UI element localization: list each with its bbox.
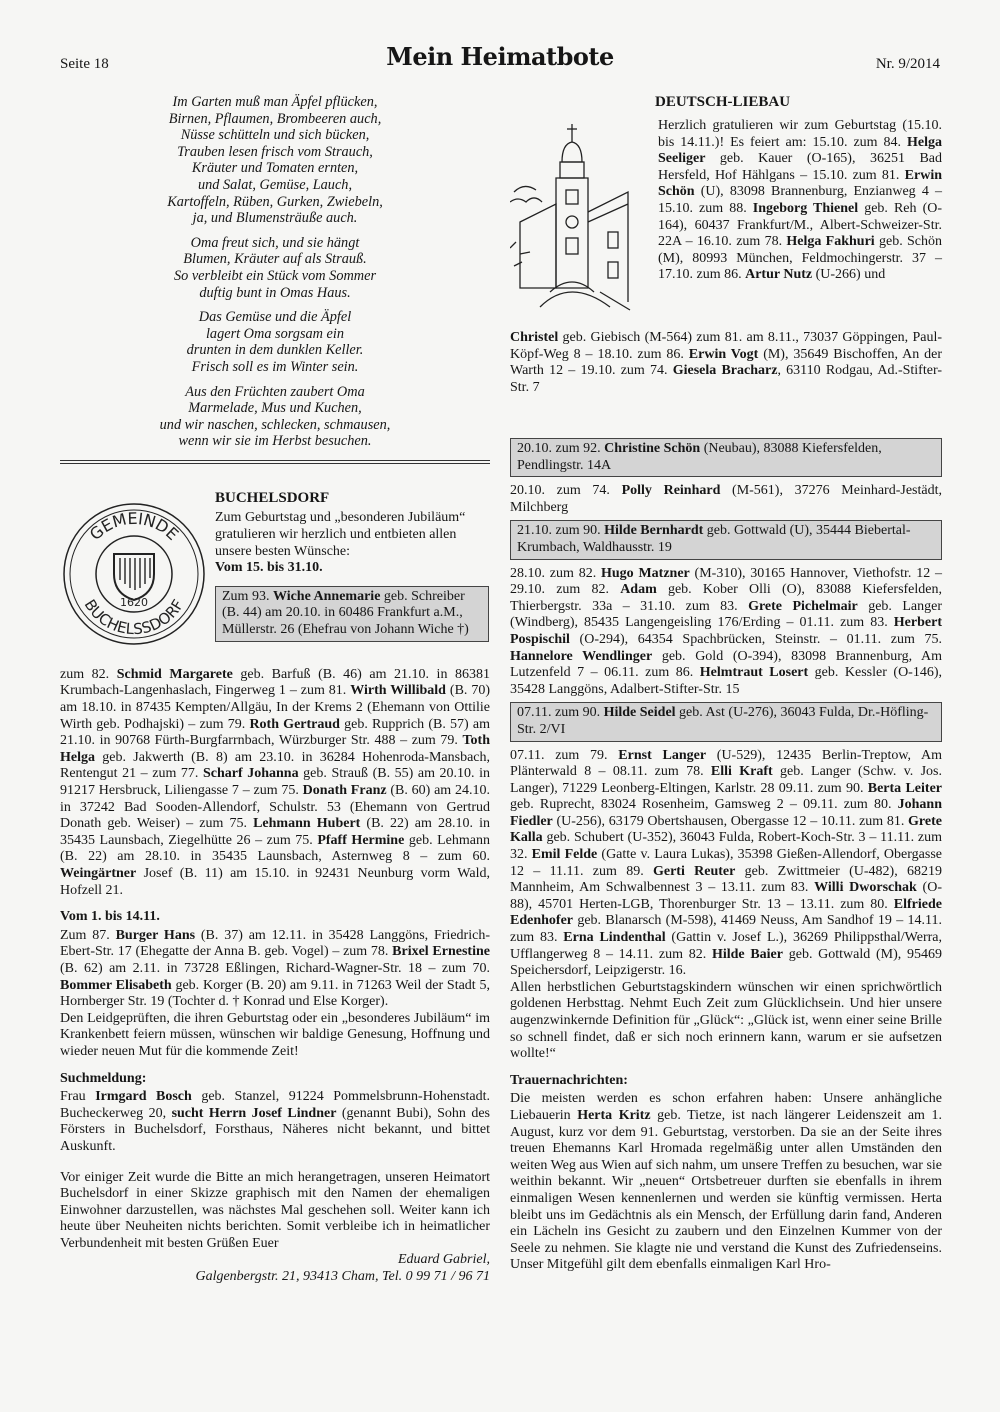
entry-text: geb. Rupprich (B. 57) am 21.10. in 90768 Fürth-Burgfarrnbach, Würzburger Str. 488 – zum 79. xyxy=(60,716,490,749)
person-name: Helga Seeliger xyxy=(658,134,942,167)
person-name: Burger Hans xyxy=(115,927,196,943)
entry-text: (M), 35649 Bischoffen, An der Warth 12 – 19.10. zum 74. xyxy=(510,346,942,379)
person-name: Elfriede Edenhofer xyxy=(510,896,942,929)
entry-text: geb. Lehmann (B. 22) am 28.10. in 35435 Launsbach, Asternweg 8 – zum 60. xyxy=(60,832,490,865)
person-name: Weingärtner xyxy=(60,866,137,881)
buchelsdorf-greeting: Zum Geburtstag und „besonderen Jubiläum“ gratulieren wir herzlich und entbieten allen unsere besten Wünsche: xyxy=(215,510,466,559)
seal-year: 1620 xyxy=(120,595,148,609)
entry-text: (O-88), 45701 Herten-LGB, Thorenburger Str. 13 – 13.11. zum 80. xyxy=(510,880,942,912)
entry-text: Zum 87. xyxy=(60,927,116,943)
entry-text: geb. Stanzel, 91224 Pommelsbrunn-Hohenstadt. Bucheckerweg 20, xyxy=(60,1089,490,1121)
right-column xyxy=(510,94,942,1274)
entry-text: geb. Tietze, ist nach längerer Leidenszeit am 1. August, kurz vor dem 91. Geburtstag, verstorben. Da sie an der Seite ihres treuen Ehemanns Karl Hromada regelmäßig unter allen Umständen den weiten Weg aus Wien auf sich nahm, um unsere Treffen zu besuchen, war sie weithin bekannt. Wir „neuen“ Ortsbetreuer durften sie ebenfalls in ihrem einmaligen Wesen kennenlernen und werden sie künftig vermissen. Herta bleibt uns im Gedächtnis als ein Mensch, der Erfüllung darin fand, Anderen ein Lächeln ins Gesicht zu zaubern und den Einzelnen Kummer von der Seele zu nehmen. Sie klagte nie und verstand die Kunst des Zufriedenseins. Unser Mitgefühl gilt dem ebenfalls einmaligen Karl Hro- xyxy=(510,1107,942,1273)
person-name: Erwin Schön xyxy=(658,167,942,200)
entry-text: geb. Strauß (B. 55) am 20.10. in 91217 Hersbruck, Liliengasse 7 – zum 75. xyxy=(60,766,490,799)
person-name: Artur Nutz xyxy=(745,267,813,283)
entry-text: , 63110 Rodgau, Ad.-Stifter-Str. 7 xyxy=(510,363,942,395)
entry-text: geb. Langer (Windberg), 85435 Langengeisling 176/Erding – 01.11. zum 83. xyxy=(510,598,942,631)
poem-line: Blumen, Kräuter auf als Strauß. xyxy=(183,251,367,268)
person-name: Emil Felde xyxy=(531,847,598,863)
birthday-list xyxy=(510,483,942,516)
highlight-box: 07.11. zum 90. Hilde Seidel geb. Ast (U-276), 36043 Fulda, Dr.-Höfling-Str. 2/VI xyxy=(510,702,942,741)
poem-line: Oma freut sich, und sie hängt xyxy=(190,234,360,251)
poem-line: wenn wir sie im Herbst besuchen. xyxy=(178,433,372,450)
highlight-box: Zum 93. Wiche Annemarie geb. Schreiber (B. 44) am 20.10. in 60486 Frankfurt a.M., Müllerstr. 26 (Ehefrau von Johann Wiche †) xyxy=(215,586,489,642)
person-name: Hannelore Wendlinger xyxy=(510,648,653,664)
poem-line: Nüsse schütteln und sich bücken, xyxy=(180,127,370,144)
svg-text:GEMEINDE xyxy=(86,509,182,544)
highlight-box: 20.10. zum 92. Christine Schön (Neubau), 83088 Kiefersfelden, Pendlingstr. 14A xyxy=(510,438,942,477)
person-name: Berta Leiter xyxy=(867,780,942,796)
seal-top-text: GEMEINDE xyxy=(85,508,183,544)
birthday-list xyxy=(60,667,490,899)
person-name: Herbert Pospischil xyxy=(510,615,942,647)
person-name: Adam xyxy=(620,582,657,598)
entry-text: (U-256), 63179 Obertshausen, Obergasse 12 – 10.11. zum 81. xyxy=(552,813,909,829)
person-name: Helmtraut Losert xyxy=(699,665,809,681)
entry-text: (B. 22) am 28.10. in 35435 Launsbach, Ziegelhütte 26 – zum 75. xyxy=(60,816,491,848)
person-name: Schmid Margarete xyxy=(116,666,233,682)
buchelsdorf-header xyxy=(60,472,490,667)
person-name: Grete Pichelmair xyxy=(748,598,858,614)
issue-number: Nr. 9/2014 xyxy=(875,56,940,72)
page-number: Seite 18 xyxy=(60,56,109,72)
birthday-wishes: Allen herbstlichen Geburtstagskindern wünschen wir einen sprichwörtlich goldenen Herbsttag. Nehmt Euch Zeit zum Glücklichsein. Und hier unsere augenzwinkernde Definition für „Glück“: „Glück ist, wenn einer seine Brille so schnell findet, daß er sich noch erinnern kann, warum er sie aufsetzen wollte!“ xyxy=(510,979,942,1062)
closing-text: Vor einiger Zeit wurde die Bitte an mich herangetragen, unseren Heimatort Buchelsdorf in einer Skizze graphisch mit den Namen der ehemaligen Einwohner darzustellen, was nächstes Mal geschehen soll. Weiter kann ich heute über Neuheiten nichts berichten. Somit verbleibe ich in heimatlicher Verbundenheit mit besten Grüßen Euer xyxy=(60,1169,490,1251)
poem-line: Das Gemüse und die Äpfel xyxy=(198,309,352,326)
section-title-buchelsdorf: BUCHELSDORF xyxy=(215,489,330,506)
person-name: Grete Kalla xyxy=(510,813,942,846)
entry-text: Herzlich gratulieren wir zum Geburtstag (15.10. bis 14.11.)! Es feiert am: 15.10. zum 84. xyxy=(658,118,942,150)
person-name: sucht Herrn Josef Lindner xyxy=(171,1105,337,1121)
person-name: Roth Gertraud xyxy=(249,716,340,732)
poem-line: ja, und Blumensträuße auch. xyxy=(192,210,358,227)
poem-line: Trauben lesen frisch vom Strauch, xyxy=(177,143,373,160)
person-name: Ernst Langer xyxy=(618,747,707,763)
person-name: Hugo Matzner xyxy=(600,565,690,581)
sick-wishes: Den Leidgeprüften, die ihren Geburtstag oder ein „besonderes Jubiläum“ im Krankenbett feiern müssen, wünschen wir baldige Genesung, Hoffnung und wieder neuen Mut für die kommende Zeit! xyxy=(60,1010,490,1059)
poem-stanza xyxy=(60,235,490,301)
section-title-deutschliebau: DEUTSCH-LIEBAU xyxy=(655,94,791,110)
person-name: Herta Kritz xyxy=(577,1107,651,1123)
poem-line: Kartoffeln, Rüben, Gurken, Zwiebeln, xyxy=(167,193,383,210)
entry-text: (B. 62) am 2.11. in 73728 Eßlingen, Richard-Wagner-Str. 18 – zum 70. xyxy=(60,960,490,976)
entry-text: geb. Giebisch (M-564) zum 81. am 8.11., 73037 Göppingen, Paul-Köpf-Weg 8 – 18.10. zum 86. xyxy=(510,330,942,362)
divider xyxy=(60,460,490,461)
person-name: Scharf Johanna xyxy=(203,766,299,782)
church-tower-icon xyxy=(510,122,650,312)
entry-text: Josef (B. 11) am 15.10. in 92431 Neunburg vorm Wald, Hofzell 21. xyxy=(60,866,490,898)
poem-line: Frisch soll es im Winter sein. xyxy=(191,358,359,375)
entry-text: geb. Kober Olli (O), 83088 Kiefersfelden, Thierbergstr. 33a – 31.10. zum 83. xyxy=(510,582,942,614)
buchelsdorf-intro xyxy=(215,490,490,577)
person-name: Erwin Vogt xyxy=(688,346,759,362)
entry-text: geb. Schubert (U-352), 36043 Fulda, Robert-Koch-Str. 3 – 11.11. zum 32. xyxy=(510,830,942,863)
signature-address: Galgenbergstr. 21, 93413 Cham, Tel. 0 99 71 / 96 71 xyxy=(195,1269,490,1285)
poem-line: drunten in dem dunklen Keller. xyxy=(186,342,364,359)
birthday-list xyxy=(510,566,942,699)
entry-text: (U-529), 12435 Berlin-Treptow, Am Plänterwald 8 – 08.11. zum 78. xyxy=(510,747,942,780)
entry-text: geb. Langer (Schw. v. Jos. Langer), 71229 Leonberg-Eltingen, Karlstr. 28 09.11. zum 90. xyxy=(510,764,942,796)
birthday-list xyxy=(60,928,490,1011)
entry-text: geb. Blanarsch (M-598), 41469 Neuss, Am Sandhof 19 – 14.11. zum 83. xyxy=(510,913,942,946)
poem xyxy=(60,94,490,450)
entry-text: (Gatte v. Laura Lukas), 35398 Gießen-Allendorf, Obergasse 12 – 11.11. zum 89. xyxy=(510,847,942,879)
entry-text: Die meisten werden es schon erfahren haben: Unsere anhängliche Liebauerin xyxy=(510,1091,942,1123)
entry-text: geb. Schön (M), 80993 München, Feldmochingerstr. 37 – 17.10. zum 86. xyxy=(658,234,942,283)
poem-stanza xyxy=(60,384,490,450)
entry-text: geb. Gottwald (M), 95469 Speichersdorf, Leipzigerstr. 16. xyxy=(510,946,942,979)
person-name: Polly Reinhard xyxy=(621,483,721,499)
person-name: Toth Helga xyxy=(60,733,490,765)
deutschliebau-greeting xyxy=(658,118,942,284)
poem-line: Birnen, Pflaumen, Brombeeren auch, xyxy=(168,110,382,127)
divider xyxy=(60,463,490,464)
entry-text: geb. Jakwerth (B. 8) am 23.10. in 36284 Hohenroda-Mansbach, Rentengut 21 – zum 77. xyxy=(60,749,490,782)
birthday-list xyxy=(510,330,942,396)
poem-line: und wir naschen, schlecken, schmausen, xyxy=(159,416,391,433)
entry-text: Frau xyxy=(60,1089,96,1105)
search-notice xyxy=(60,1089,490,1155)
entry-text: geb. Barfuß (B. 46) am 21.10. in 86381 Krumbach-Langenhaslach, Fingerweg 1 – zum 81. xyxy=(60,666,490,699)
period-heading: Vom 15. bis 31.10. xyxy=(215,560,323,576)
entry-text: geb. Reh (O-164), 60437 Frankfurt/M., Albert-Schweizer-Str. 22A – 16.10. zum 78. xyxy=(658,200,943,250)
person-name: Irmgard Bosch xyxy=(95,1089,192,1105)
poem-line: Kräuter und Tomaten ernten, xyxy=(191,160,359,177)
signature-name: Eduard Gabriel, xyxy=(397,1252,490,1268)
entry-text: geb. Gold (O-394), 83098 Brannenburg, Am Lutzenfeld 7 – 06.11. zum 86. xyxy=(510,648,942,681)
poem-line: Marmelade, Mus und Kuchen, xyxy=(188,400,362,417)
entry-text: geb. Kessler (O-146), 35428 Langgöns, Adalbert-Stifter-Str. 15 xyxy=(510,665,943,697)
person-name: Lehmann Hubert xyxy=(253,816,361,832)
entry-text: zum 82. xyxy=(60,666,117,682)
poem-line: Aus den Früchten zaubert Oma xyxy=(185,383,365,400)
obituary-title: Trauernachrichten: xyxy=(510,1072,628,1088)
obituary-text xyxy=(510,1091,942,1274)
birthday-list xyxy=(510,748,942,980)
search-notice-title: Suchmeldung: xyxy=(60,1070,147,1086)
poem-line: und Salat, Gemüse, Lauch, xyxy=(197,176,353,193)
entry-text: (U), 83098 Brannenburg, Enzianweg 4 – 15.10. zum 88. xyxy=(658,184,942,216)
entry-text: (Gattin v. Josef L.), 36269 Philippsthal/Werra, Ufflangerweg 8 – 14.11. zum 82. xyxy=(510,930,942,962)
person-name: Wirth Willibald xyxy=(350,683,446,699)
entry-text: (B. 37) am 12.11. in 35428 Langgöns, Friedrich-Ebert-Str. 17 (Ehegatte der Anna B. geb. Vogel) – zum 78. xyxy=(60,927,490,960)
entry-text: 20.10. zum 74. xyxy=(510,483,622,499)
person-name: Pfaff Hermine xyxy=(317,832,405,848)
poem-stanza xyxy=(60,309,490,375)
person-name: Brixel Ernestine xyxy=(392,944,490,960)
person-name: Giesela Bracharz xyxy=(672,363,778,379)
person-name: Willi Dworschak xyxy=(814,880,917,896)
person-name: Christel xyxy=(510,330,559,345)
masthead-title: Mein Heimatbote xyxy=(386,42,614,71)
municipal-seal-icon xyxy=(62,502,207,647)
poem-line: duftig bunt in Omas Haus. xyxy=(199,284,351,301)
deutschliebau-header xyxy=(510,94,942,434)
poem-line: Im Garten muß man Äpfel pflücken, xyxy=(172,94,378,110)
person-name: Elli Kraft xyxy=(710,764,773,780)
entry-text: 07.11. zum 79. xyxy=(510,747,619,763)
highlight-box: 21.10. zum 90. Hilde Bernhardt geb. Gottwald (U), 35444 Biebertal-Krumbach, Waldhausstr. 19 xyxy=(510,520,942,559)
person-name: Erna Lindenthal xyxy=(563,930,666,946)
entry-text: (M-310), 30165 Hannover, Viethofstr. 12 – 29.10. zum 82. xyxy=(510,565,942,598)
poem-stanza xyxy=(60,94,490,227)
entry-text: geb. Zwittmeier (U-482), 68219 Mannheim, Am Schwalbennest 3 – 13.11. zum 83. xyxy=(510,863,942,896)
person-name: Donath Franz xyxy=(302,783,387,799)
entry-text: (genannt Bubi), Sohn des Försters in Buchelsdorf, Forsthaus, Näheres nicht bekannt, und bittet Auskunft. xyxy=(60,1105,490,1154)
period-heading: Vom 1. bis 14.11. xyxy=(60,909,160,925)
poem-line: lagert Oma sorgsam ein xyxy=(205,325,345,342)
entry-text: (B. 60) am 24.10. in 37242 Bad Sooden-Allendorf, Schulstr. 53 (Ehemann von Gertrud Donath geb. Weiser) – zum 75. xyxy=(60,783,490,832)
person-name: Gerti Reuter xyxy=(652,863,736,879)
entry-text: (O-294), 64354 Spachbrücken, Steinstr. – 01.11. zum 75. xyxy=(569,631,942,647)
entry-text: (M-561), 37276 Meinhard-Jestädt, Milchberg xyxy=(510,483,942,515)
person-name: Helga Fakhuri xyxy=(786,234,875,250)
left-column xyxy=(60,94,490,1286)
entry-text: (U-266) und xyxy=(812,267,886,283)
person-name: Ingeborg Thienel xyxy=(752,200,859,216)
person-name: Bommer Elisabeth xyxy=(60,977,172,993)
seal-bottom-text: BUCHELSSDORF xyxy=(80,596,188,639)
entry-text: 28.10. zum 82. xyxy=(510,565,601,581)
person-name: Hilde Baier xyxy=(711,946,783,962)
entry-text: geb. Kauer (O-165), 36251 Bad Hersfeld, Hof Hählgans – 15.10. zum 81. xyxy=(658,151,942,183)
entry-text: geb. Korger (B. 20) am 9.11. in 71263 Weil der Stadt 5, Hornberger Str. 19 (Tochter d. † Konrad und Else Korger). xyxy=(60,977,490,1010)
entry-text: (B. 70) am 18.10. in 87435 Kempten/Allgäu, In der Krems 2 (Ehemann von Ottilie Wirth geb. Podhajski) – zum 79. xyxy=(60,683,490,732)
entry-text: geb. Ruprecht, 83024 Rosenheim, Gamsweg 2 – 09.11. zum 80. xyxy=(510,797,898,813)
person-name: Johann Fiedler xyxy=(510,797,942,829)
poem-line: So verbleibt ein Stück vom Sommer xyxy=(173,267,377,284)
